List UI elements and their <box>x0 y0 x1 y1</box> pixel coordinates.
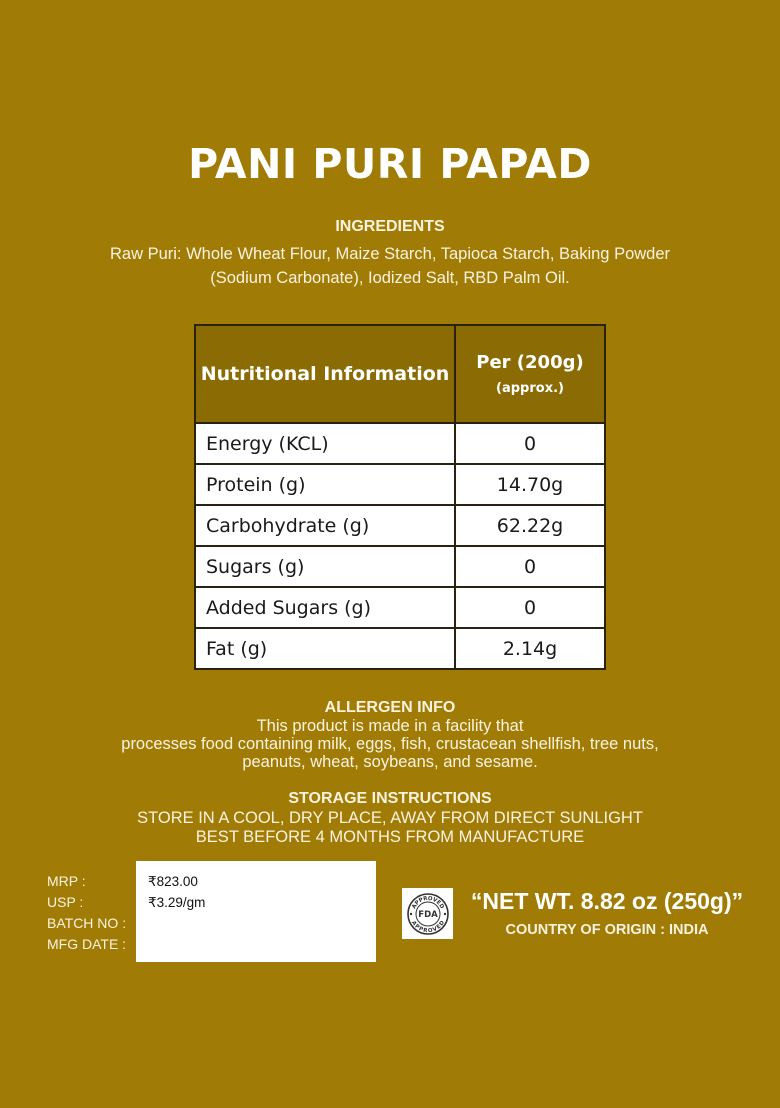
mfg-date-label: MFG DATE : <box>47 936 127 952</box>
ingredients-text <box>60 242 720 290</box>
table-row <box>195 628 605 669</box>
ingredients-heading: INGREDIENTS <box>335 218 445 235</box>
table-row <box>195 587 605 628</box>
nutrition-header-name: Nutritional Information <box>195 325 455 423</box>
fda-approved-icon <box>402 888 453 939</box>
usp-value: ₹3.29/gm <box>148 895 206 910</box>
allergen-line-1: This product is made in a facility that <box>256 717 524 735</box>
nutrient-name: Carbohydrate (g) <box>195 505 455 546</box>
batch-value <box>148 913 364 934</box>
country-of-origin: COUNTRY OF ORIGIN : INDIA <box>505 922 709 938</box>
net-weight: “NET WT. 8.82 oz (250g)” <box>470 888 744 914</box>
mrp-value: ₹823.00 <box>148 874 198 889</box>
product-title: PANI PURI PAPAD <box>188 140 592 188</box>
storage-text <box>0 809 780 847</box>
usp-label: USP : <box>47 894 84 910</box>
nutrition-header-per <box>455 325 605 423</box>
table-row <box>195 423 605 464</box>
price-labels <box>47 871 126 955</box>
nutrient-name: Energy (KCL) <box>195 423 455 464</box>
allergen-line-2: processes food containing milk, eggs, fish, crustacean shellfish, tree nuts, <box>121 735 659 753</box>
nutrient-name: Fat (g) <box>195 628 455 669</box>
table-row <box>195 546 605 587</box>
nutrient-name: Sugars (g) <box>195 546 455 587</box>
fda-seal-icon <box>406 892 450 936</box>
ingredients-line-2: (Sodium Carbonate), Iodized Salt, RBD Palm Oil. <box>210 269 570 287</box>
svg-text:FDA: FDA <box>417 909 438 920</box>
table-row <box>195 464 605 505</box>
nutrition-table <box>194 324 606 670</box>
nutrient-value: 14.70g <box>455 464 605 505</box>
mfg-date-value <box>148 934 364 955</box>
svg-text:APPROVED: APPROVED <box>409 919 446 934</box>
per-serving-label: Per (200g) <box>476 352 584 373</box>
approx-label: (approx.) <box>496 381 564 396</box>
nutrient-name: Protein (g) <box>195 464 455 505</box>
nutrient-value: 0 <box>455 587 605 628</box>
storage-line-2: BEST BEFORE 4 MONTHS FROM MANUFACTURE <box>195 828 585 846</box>
nutrient-value: 0 <box>455 546 605 587</box>
nutrition-header-row <box>195 325 605 423</box>
storage-line-1: STORE IN A COOL, DRY PLACE, AWAY FROM DIRECT SUNLIGHT <box>137 809 643 827</box>
batch-label: BATCH NO : <box>47 915 127 931</box>
nutrient-value: 2.14g <box>455 628 605 669</box>
nutrient-value: 62.22g <box>455 505 605 546</box>
table-row <box>195 505 605 546</box>
nutrient-name: Added Sugars (g) <box>195 587 455 628</box>
mrp-label: MRP : <box>47 873 86 889</box>
ingredients-line-1: Raw Puri: Whole Wheat Flour, Maize Starch, Tapioca Starch, Baking Powder <box>109 245 671 263</box>
nutrient-value: 0 <box>455 423 605 464</box>
svg-text:APPROVED: APPROVED <box>410 895 445 910</box>
allergen-text <box>40 717 740 771</box>
allergen-heading: ALLERGEN INFO <box>324 699 456 716</box>
price-box <box>136 861 376 962</box>
storage-heading: STORAGE INSTRUCTIONS <box>288 790 492 807</box>
allergen-line-3: peanuts, wheat, soybeans, and sesame. <box>242 753 538 771</box>
